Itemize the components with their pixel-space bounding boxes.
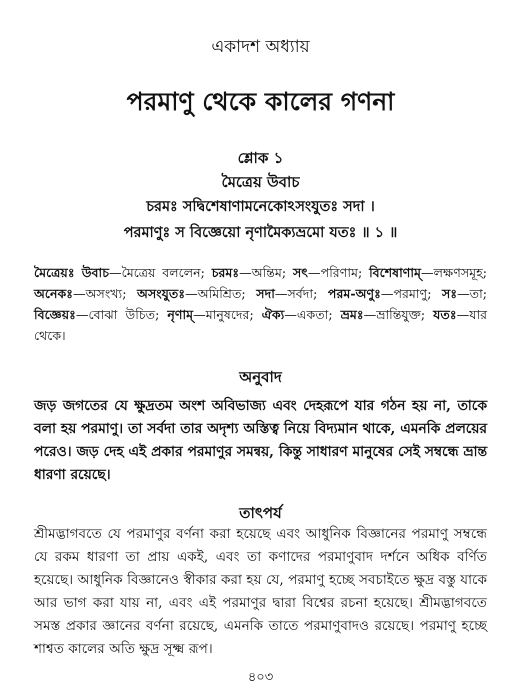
page-number: ৪০৩ (247, 670, 274, 685)
synonym-meaning: লক্ষণসমূহ (433, 265, 483, 280)
synonym-meaning: ভ্রান্তিযুক্ত (376, 307, 421, 322)
synonym-meaning: মৈত্রেয় বললেন (121, 265, 201, 280)
synonym-term: বিজ্ঞেয়ঃ (34, 307, 76, 322)
synonym-meaning: অন্তিম (251, 265, 282, 280)
translation-text: জড় জগতের যে ক্ষুদ্রতম অংশ অবিভাজ্য এবং দেহরূপে যার গঠন হয় না, তাকে বলা হয় পরমাণু। তা সর্বদা তার অদৃশ্য অস্তিত্ব নিয়ে বিদ্যমান থাকে, এমনকি প্রলয়ের পরেও। জড় দেহ এই প্রকার পরমাণুর সমন্বয়, কিন্তু সাধারণ মানুষের সেই সম্বন্ধে ভ্রান্ত ধারণা রয়েছে। (34, 398, 487, 483)
synonym-meaning: তা (469, 286, 483, 301)
synonym-meaning: অমিশ্রিত (197, 286, 242, 301)
synonym-meaning: বোঝা উচিত (88, 307, 156, 322)
synonym-term: বিশেষাণাম্ (369, 265, 422, 280)
verse-block (0, 146, 521, 246)
synonym-term: নৃণাম্ (167, 307, 194, 322)
synonym-term: অসংযুতঃ (137, 286, 186, 301)
verse-number: শ্লোক ১ (237, 149, 284, 167)
synonym-meaning: পরিণাম (320, 265, 358, 280)
synonym-term: ভ্রমঃ (340, 307, 364, 322)
synonym-meaning: পরমাণু (393, 286, 428, 301)
synonym-term: সৎ (292, 265, 309, 280)
synonym-term: পরম-অণুঃ (327, 286, 381, 301)
synonym-term: সঃ (442, 286, 458, 301)
synonym-meaning: মানুষদের (205, 307, 250, 322)
purport-heading: তাৎপর্য (239, 504, 282, 522)
synonym-term: সদা (256, 286, 275, 301)
synonym-meaning: সর্বদা (287, 286, 314, 301)
verse-line-1: চরমঃ সদ্বিশেষাণামনেকোঽসংযুতঃ সদা । (146, 198, 375, 215)
synonym-term: ঐক্য (261, 307, 285, 322)
verse-speaker: মৈত্রেয় উবাচ (221, 173, 300, 191)
synonym-meaning: যার থেকে। (34, 307, 488, 343)
synonym-meaning: অসংখ্য (85, 286, 123, 301)
chapter-label: একাদশ অধ্যায় (211, 37, 310, 57)
verse-line-2: পরমাণুঃ স বিজ্ঞেয়ো নৃণামৈক্যভ্রমো যতঃ ॥ ১ ॥ (123, 224, 398, 241)
synonym-term: অনেকঃ (34, 286, 74, 301)
translation-heading: অনুবাদ (239, 368, 282, 386)
chapter-title: পরমাণু থেকে কালের গণনা (126, 87, 395, 116)
synonym-term: চরমঃ (211, 265, 240, 280)
purport-text: শ্রীমদ্ভাগবতে যে পরমাণুর বর্ণনা করা হয়েছে এবং আধুনিক বিজ্ঞানের পরমাণু সম্বন্ধে যে রকম ধারণা তা প্রায় একই, এবং তা কণাদের পরমাণুবাদ দর্শনে অধিক বর্ণিত হয়েছে। আধুনিক বিজ্ঞানেও স্বীকার করা হয় যে, পরমাণু হচ্ছে সবচাইতে ক্ষুদ্র বস্তু যাকে আর ভাগ করা যায় না, এবং এই পরমাণুর দ্বারা বিশ্বের রচনা হয়েছে। শ্রীমদ্ভাগবতে সমস্ত প্রকার জ্ঞানের বর্ণনা রয়েছে, এমনকি তাতে পরমাণুবাদও রয়েছে। পরমাণু হচ্ছে শাশ্বত কালের অতি ক্ষুদ্র সূক্ষ্ম রূপ। (34, 526, 487, 657)
synonym-meaning: একতা (296, 307, 329, 322)
synonyms-paragraph: মৈত্রেয়ঃ উবাচ—মৈত্রেয় বললেন; চরমঃ—অন্তিম; সৎ—পরিণাম; বিশেষাণাম্—লক্ষণসমূহ; অনেকঃ—অসংখ্য; অসংযুতঃ—অমিশ্রিত; সদা—সর্বদা; পরম-অণুঃ—পরমাণু; সঃ—তা; বিজ্ঞেয়ঃ—বোঝা উচিত; নৃণাম্—মানুষদের; ঐক্য—একতা; ভ্রমঃ—ভ্রান্তিযুক্ত; যতঃ—যার থেকে। (34, 265, 488, 343)
synonym-term: মৈত্রেয়ঃ উবাচ (34, 265, 110, 280)
synonym-term: যতঃ (433, 307, 457, 322)
